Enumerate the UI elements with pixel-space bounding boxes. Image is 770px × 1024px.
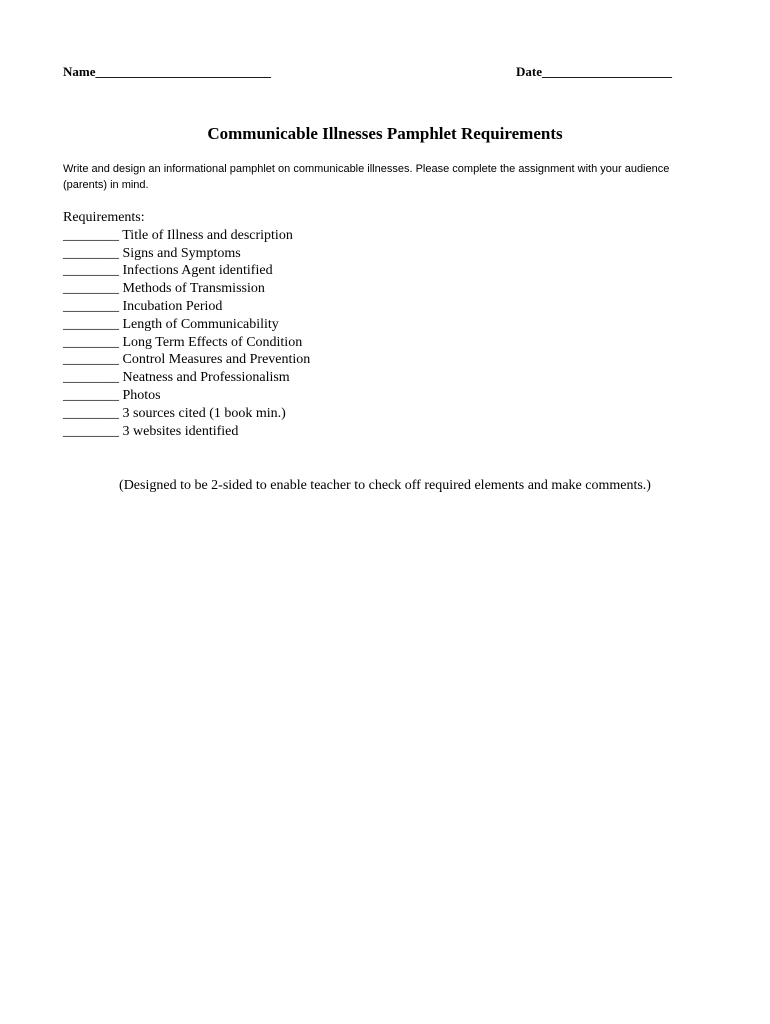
requirement-item: ________ Neatness and Professionalism [63,370,290,386]
requirement-item: ________ Title of Illness and description [63,227,293,243]
intro-line-1: Write and design an informational pamphlet on communicable illnesses. Please complete the assignment with your audience [63,163,670,175]
header-row [63,64,703,84]
page-title: Communicable Illnesses Pamphlet Requirements [207,124,563,143]
intro-line-2: (parents) in mind. [63,179,149,191]
requirements-list [63,227,563,441]
footer-note: (Designed to be 2-sided to enable teacher to check off required elements and make comments.) [119,478,651,493]
requirement-item: ________ Methods of Transmission [63,281,265,297]
requirements-heading: Requirements: [63,210,145,225]
name-field-label: Name___________________________ [63,64,271,79]
requirement-item: ________ 3 websites identified [63,423,239,439]
requirement-item: ________ Long Term Effects of Condition [63,334,303,350]
intro-paragraph [63,161,708,193]
requirement-item: ________ Signs and Symptoms [63,245,241,261]
requirement-item: ________ 3 sources cited (1 book min.) [63,405,286,421]
date-field-label: Date____________________ [516,64,672,79]
requirement-item: ________ Length of Communicability [63,316,279,332]
requirements-section [63,209,563,440]
requirement-item: ________ Infections Agent identified [63,263,273,279]
requirement-item: ________ Incubation Period [63,298,223,314]
requirement-item: ________ Control Measures and Prevention [63,352,311,368]
requirement-item: ________ Photos [63,387,161,403]
